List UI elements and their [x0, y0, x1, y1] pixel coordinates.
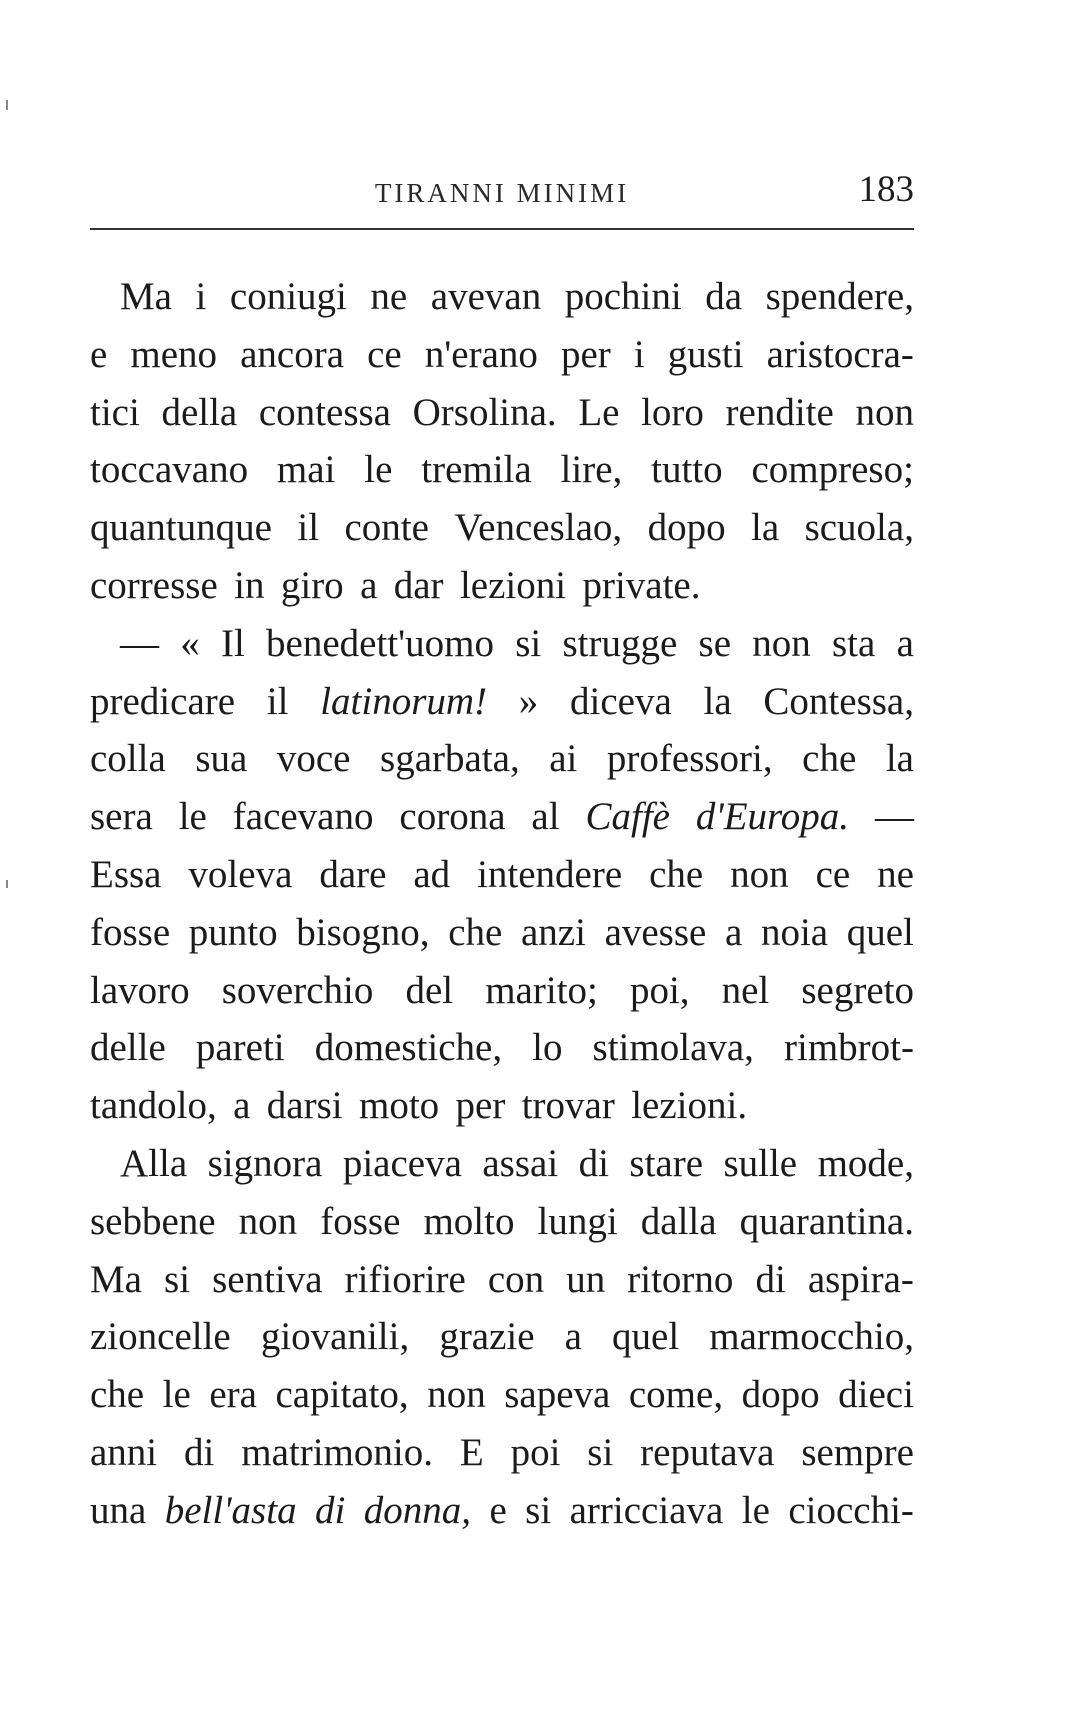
word: avevan [430, 275, 542, 318]
word: a [725, 910, 743, 954]
word: marmocchio, [709, 1315, 914, 1359]
word: dopo [647, 506, 726, 550]
word: era [209, 1373, 257, 1417]
word: i [195, 275, 207, 318]
word: a [360, 563, 378, 607]
word: ancora [240, 332, 345, 376]
word: come, [628, 1373, 724, 1417]
word: fosse [90, 910, 171, 954]
word: pareti [195, 1026, 285, 1070]
text-line [90, 1077, 914, 1135]
word: zioncelle [90, 1315, 231, 1359]
word: da [705, 275, 743, 318]
word: al [531, 795, 560, 839]
text-line [90, 557, 914, 615]
word: di [755, 1257, 786, 1301]
word: si [164, 1257, 191, 1301]
word: conte [344, 506, 429, 550]
word: rifiorire [344, 1257, 466, 1301]
word: scuola, [804, 506, 914, 550]
running-title: TIRANNI MINIMI [374, 178, 630, 208]
text-line [90, 1135, 914, 1193]
text-line [90, 1424, 914, 1482]
word: ciocchi- [788, 1488, 914, 1532]
word: nel [721, 968, 770, 1012]
text-line [90, 441, 914, 499]
word: lire, [560, 448, 623, 492]
page-number: 183 [858, 169, 914, 210]
word: poi [510, 1430, 561, 1474]
word: « [180, 621, 200, 665]
word: dieci [838, 1373, 914, 1417]
word: un [566, 1257, 606, 1301]
word: — [120, 621, 159, 665]
word: pochini [564, 275, 682, 318]
word: predicare [90, 679, 236, 723]
word: lezioni. [631, 1084, 748, 1128]
word: voleva [188, 852, 293, 896]
word: di [578, 1141, 609, 1185]
word: gusti [667, 332, 744, 376]
word: anzi [520, 910, 586, 954]
word: della [161, 390, 238, 434]
word: dar [393, 563, 444, 607]
text-line [90, 730, 914, 788]
word: giovanili, [260, 1315, 410, 1359]
word: lo [532, 1026, 563, 1070]
word: tutto [651, 448, 723, 492]
word: Venceslao, [454, 506, 623, 550]
word: i [633, 332, 645, 376]
word: che [448, 910, 503, 954]
word: soverchio [221, 968, 374, 1012]
word: la [885, 737, 914, 781]
text-line [90, 268, 914, 326]
word: a [564, 1315, 582, 1359]
word: che [90, 1373, 145, 1417]
word: grazie [439, 1315, 535, 1359]
word: il [297, 506, 320, 550]
word: diceva [570, 679, 672, 723]
word: loro [641, 390, 704, 434]
word: private. [582, 563, 701, 607]
text-line [90, 1193, 914, 1251]
text-line [90, 1251, 914, 1309]
word: non [238, 1199, 298, 1243]
header-rule [90, 228, 914, 230]
word: rendite [725, 390, 834, 434]
word: aristocra- [766, 332, 914, 376]
word: Orsolina. [412, 390, 557, 434]
word: benedett'uomo [266, 621, 494, 665]
word: punto [188, 910, 278, 954]
word: meno [130, 332, 218, 376]
word: per [560, 332, 611, 376]
word: facevano [232, 795, 374, 839]
word: ad [413, 852, 451, 896]
page-header [90, 168, 914, 218]
word: ai [549, 737, 578, 781]
word: tremila [421, 448, 532, 492]
word: che [649, 852, 704, 896]
text-line [90, 788, 914, 846]
text-line [90, 962, 914, 1020]
word: sapeva [504, 1373, 611, 1417]
word: darsi [266, 1084, 343, 1128]
word: non [752, 621, 811, 665]
word: si [515, 621, 542, 665]
word: spendere, [765, 275, 914, 318]
word: d'Europa. [695, 795, 850, 839]
word: strugge [562, 621, 678, 665]
word: lavoro [90, 968, 190, 1012]
word: contessa [258, 390, 391, 434]
word: la [751, 506, 780, 550]
word: anni [90, 1430, 158, 1474]
word: a [896, 621, 914, 665]
word: corresse [90, 563, 218, 607]
word: n'erano [424, 332, 538, 376]
text-line [90, 1308, 914, 1366]
word: dopo [741, 1373, 820, 1417]
text-line [90, 846, 914, 904]
word: corona [399, 795, 506, 839]
word: capitato, [275, 1373, 409, 1417]
word: tandolo, [90, 1084, 217, 1128]
word: rimbrot- [784, 1026, 914, 1070]
word: a [233, 1084, 251, 1128]
word: segreto [801, 968, 914, 1012]
word: mode, [817, 1141, 914, 1185]
word: compreso; [751, 448, 914, 492]
word: le [162, 1373, 191, 1417]
word: latinorum! [320, 679, 488, 723]
word: ne [370, 275, 408, 318]
word: sgarbata, [380, 737, 520, 781]
word: colla [90, 737, 166, 781]
word: sulle [723, 1141, 798, 1185]
word: sera [90, 795, 153, 839]
word: quarantina. [739, 1199, 914, 1243]
margin-speck [6, 100, 8, 110]
word: le [741, 1488, 770, 1532]
text-line [90, 1019, 914, 1077]
word: Il [220, 621, 245, 665]
word: le [364, 448, 393, 492]
word: piaceva [342, 1141, 462, 1185]
word: stare [629, 1141, 704, 1185]
word: coniugi [229, 275, 347, 318]
word: la [703, 679, 732, 723]
word: voce [276, 737, 351, 781]
word: il [266, 679, 289, 723]
word: e [489, 1488, 507, 1532]
word: non [730, 852, 789, 896]
word: del [405, 968, 454, 1012]
word: Ma [120, 275, 172, 318]
word: tici [90, 390, 140, 434]
word: dare [319, 852, 387, 896]
text-line [90, 384, 914, 442]
word: — [874, 795, 914, 839]
text-line [90, 673, 914, 731]
word: sua [195, 737, 248, 781]
word: matrimonio. [241, 1430, 433, 1474]
word: assai [482, 1141, 559, 1185]
word: quel [612, 1315, 680, 1359]
body-text [90, 268, 914, 1540]
word: E [459, 1430, 484, 1474]
word: delle [90, 1026, 166, 1070]
text-line [90, 1482, 914, 1540]
text-line [90, 904, 914, 962]
margin-speck [6, 880, 8, 888]
word: molto [423, 1199, 515, 1243]
word: » [518, 679, 539, 723]
word: si [587, 1430, 614, 1474]
word: bell'asta [164, 1488, 297, 1532]
word: noia [760, 910, 829, 954]
word: le [178, 795, 207, 839]
word: Alla [120, 1141, 188, 1185]
word: Essa [90, 852, 162, 896]
word: stimolava, [592, 1026, 754, 1070]
word: bisogno, [296, 910, 430, 954]
word: toccavano [90, 448, 249, 492]
word: sentiva [212, 1257, 323, 1301]
word: si [525, 1488, 552, 1532]
word: Caffè [585, 795, 670, 839]
word: lezioni [459, 563, 567, 607]
word: ritorno [627, 1257, 734, 1301]
word: non [427, 1373, 486, 1417]
word: aspira- [807, 1257, 914, 1301]
word: che [802, 737, 857, 781]
word: fosse [320, 1199, 401, 1243]
text-line [90, 326, 914, 384]
word: in [234, 563, 265, 607]
word: quantunque [90, 506, 272, 550]
word: ne [877, 852, 914, 896]
word: donna, [363, 1488, 472, 1532]
word: sta [832, 621, 876, 665]
word: intendere [477, 852, 623, 896]
word: trovar [521, 1084, 615, 1128]
word: Ma [90, 1257, 142, 1301]
word: reputava [640, 1430, 775, 1474]
word: domestiche, [314, 1026, 503, 1070]
word: per [455, 1084, 506, 1128]
word: signora [207, 1141, 323, 1185]
word: avesse [604, 910, 707, 954]
word: se [698, 621, 732, 665]
word: non [855, 390, 914, 434]
word: con [487, 1257, 545, 1301]
word: professori, [606, 737, 773, 781]
word: una [90, 1488, 147, 1532]
word: lungi [537, 1199, 618, 1243]
word: giro [280, 563, 344, 607]
text-line [90, 615, 914, 673]
word: Le [578, 390, 620, 434]
word: e [90, 332, 108, 376]
word: di [315, 1488, 346, 1532]
word: ce [815, 852, 851, 896]
word: Contessa, [763, 679, 914, 723]
word: mai [276, 448, 336, 492]
word: ce [367, 332, 402, 376]
word: di [184, 1430, 215, 1474]
word: poi, [629, 968, 690, 1012]
word: quel [846, 910, 914, 954]
word: sempre [801, 1430, 914, 1474]
word: dalla [640, 1199, 717, 1243]
text-line [90, 499, 914, 557]
word: moto [358, 1084, 440, 1128]
text-line [90, 1366, 914, 1424]
word: marito; [485, 968, 598, 1012]
word: arricciava [569, 1488, 724, 1532]
word: sebbene [90, 1199, 216, 1243]
